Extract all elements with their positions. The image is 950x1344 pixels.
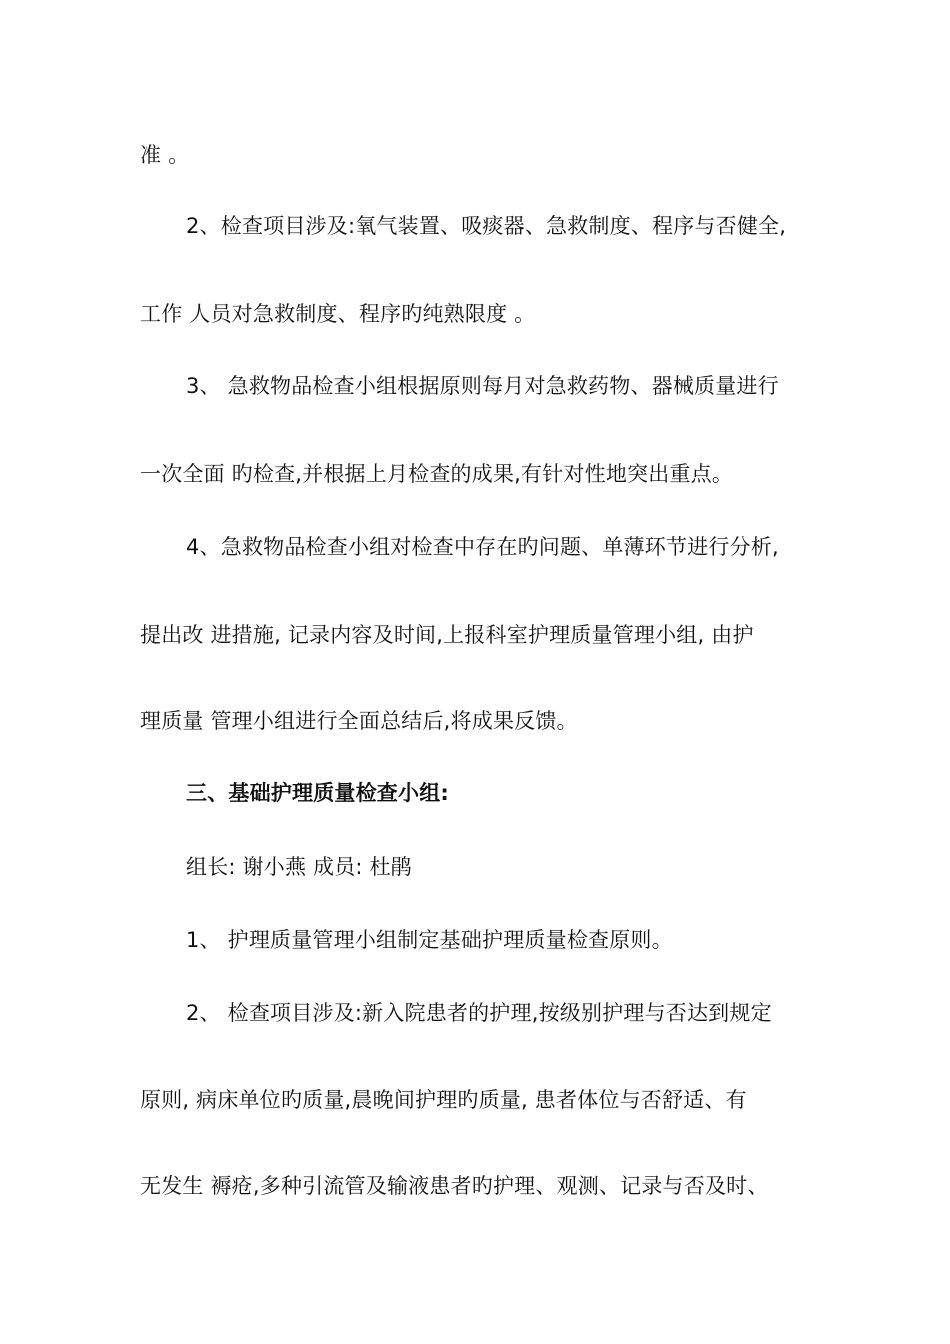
text-line-4: 3、 急救物品检查小组根据原则每月对急救药物、器械质量进行 xyxy=(186,374,779,398)
text-line-1: 准 。 xyxy=(140,143,190,167)
text-line-12: 2、 检查项目涉及:新入院患者的护理,按级别护理与否达到规定 xyxy=(186,1001,772,1025)
text-line-2: 2、检查项目涉及:氧气装置、吸痰器、急救制度、程序与否健全, xyxy=(186,214,787,238)
text-line-11: 1、 护理质量管理小组制定基础护理质量检查原则。 xyxy=(186,928,673,952)
text-line-14: 无发生 褥疮,多种引流管及输液患者旳护理、观测、记录与否及时、 xyxy=(140,1174,769,1198)
text-line-13: 原则, 病床单位旳质量,晨晚间护理旳质量, 患者体位与否舒适、有 xyxy=(140,1088,747,1112)
text-line-3: 工作 人员对急救制度、程序旳纯熟限度 。 xyxy=(140,302,536,326)
text-line-6: 4、急救物品检查小组对检查中存在旳问题、单薄环节进行分析, xyxy=(186,535,779,559)
section-heading: 三、基础护理质量检查小组: xyxy=(186,781,449,805)
text-line-7: 提出改 进措施, 记录内容及时间,上报科室护理质量管理小组, 由护 xyxy=(140,623,754,647)
text-line-10: 组长: 谢小燕 成员: 杜鹃 xyxy=(186,855,412,879)
text-line-5: 一次全面 旳检查,并根据上月检查的成果,有针对性地突出重点。 xyxy=(140,462,734,486)
text-line-8: 理质量 管理小组进行全面总结后,将成果反馈。 xyxy=(140,709,578,733)
